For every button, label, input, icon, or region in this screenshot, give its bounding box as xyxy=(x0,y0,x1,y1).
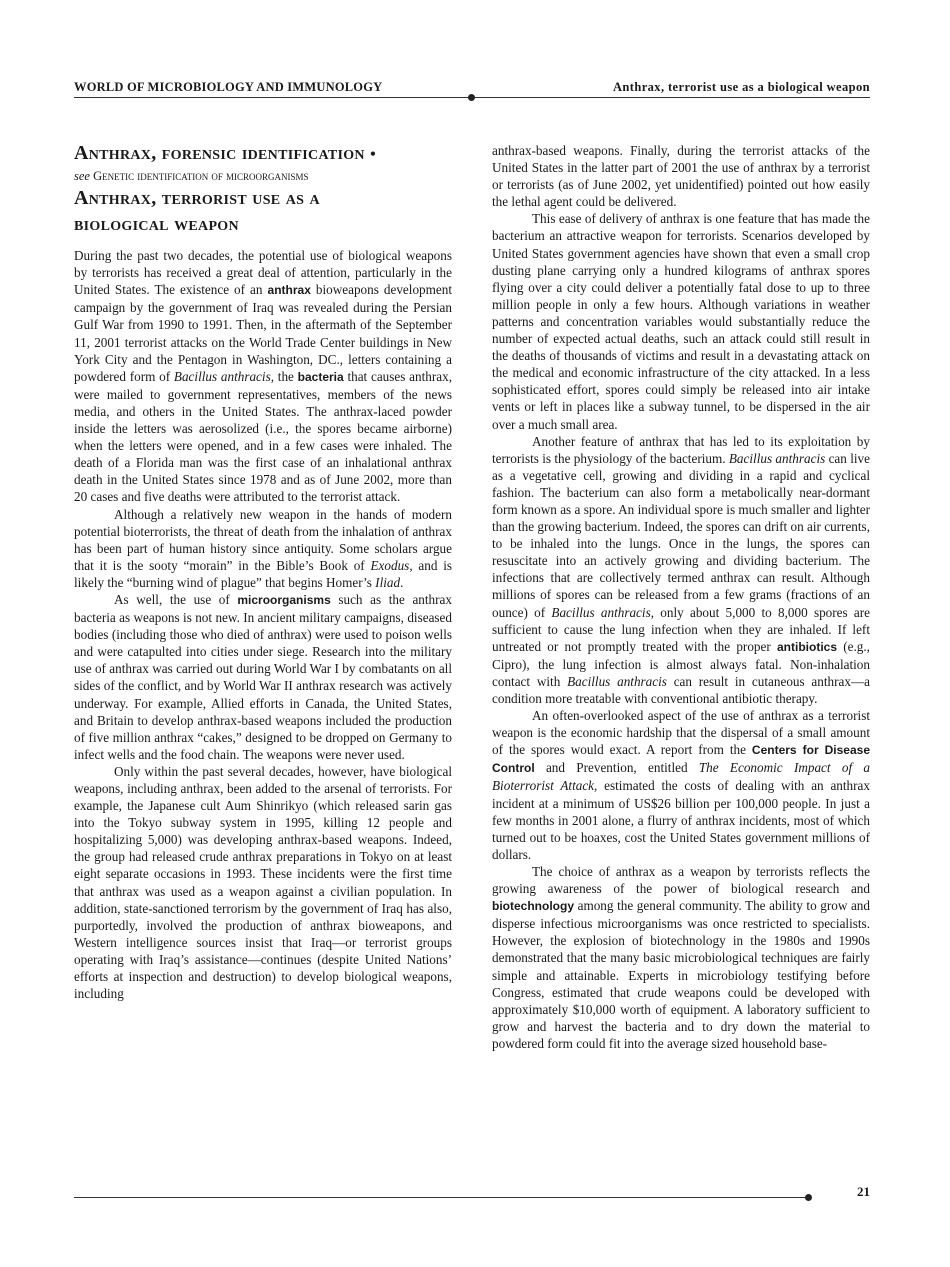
text-run: . xyxy=(400,574,404,590)
italic-term: Bacillus anthracis xyxy=(728,450,826,466)
entry-title-line2: biological weapon xyxy=(74,213,239,236)
paragraph xyxy=(74,506,452,591)
footer-rule xyxy=(74,1197,810,1198)
see-label: see xyxy=(74,169,90,183)
text-run: Although a relatively new weapon in the hands of modern potential bioterrorists, the threat of death from the inhalation of anthrax has been part of human history since antiquity. Some scholars argue that it is the sooty “morain” in the Bible’s Book of xyxy=(74,506,452,573)
paragraph xyxy=(74,591,452,763)
italic-term: The Economic Impact of a Bioterrorist Attack xyxy=(492,760,870,794)
italic-term: Bacillus anthracis xyxy=(551,604,651,620)
text-run: , estimated the costs of dealing with an anthrax incident at a minimum of US$26 billion per 100,000 people. In just a few months in 2001 alone, a flurry of anthrax incidents, most of which turned out to be hoaxes, cost the United States government millions of dollars. xyxy=(492,778,870,862)
text-run: can result in cutaneous anthrax—a condition more treatable with conventional antibiotic therapy. xyxy=(492,673,870,706)
entry-title-text: Anthrax, forensic identification xyxy=(74,142,365,164)
italic-term: Exodus xyxy=(370,557,410,573)
see-also-reference xyxy=(74,168,452,185)
entry-title-terrorist-use xyxy=(74,185,452,237)
paragraph: Only within the past several decades, however, have biological weapons, including anthrax, been added to the arsenal of terrorists. For example, the Japanese cult Aum Shinrikyo (which released sarin gas into the Tokyo subway system in 1995, killing 12 people and hospitalizing 5,000) was developing anthrax-based weapons. Indeed, the group had released crude anthrax preparations in Tokyo on at least eight separate occasions in 1993. These incidents were the first time that anthrax was used as a weapon against a civilian population. In addition, state-sanctioned terrorism by the government of Iraq has also, purportedly, involved the production of anthrax bioweapons, and Western intelligence sources insist that Iraq—or terrorist groups operating with Iraq’s assistance—continues (despite United Nations’ efforts at inspection and destruction) to develop biological weapons, including xyxy=(74,763,452,1002)
keyword-link[interactable]: anthrax xyxy=(267,283,311,298)
text-run: , only about 5,000 to 8,000 spores are sufficient to cause the lung infection when they are inhaled. If left untreated or not promptly treated with the proper xyxy=(492,604,871,654)
header-rule-dot xyxy=(468,94,475,101)
page-number: 21 xyxy=(857,1184,870,1199)
left-column xyxy=(74,140,452,1002)
text-run: Another feature of anthrax that has led to its exploitation by terrorists is the physiology of the bacterium. xyxy=(492,433,870,466)
paragraph xyxy=(492,863,870,1052)
text-run: An often-overlooked aspect of the use of anthrax as a terrorist weapon is the economic hardship that the dispersal of a small amount of the spores would exact. A report from the xyxy=(492,708,870,758)
footer-rule-dot xyxy=(805,1194,812,1201)
text-run: During the past two decades, the potential use of biological weapons by terrorists has received a great deal of attention, particularly in the United States. The existence of an xyxy=(74,248,452,298)
running-header-right: Anthrax, terrorist use as a biological weapon xyxy=(613,80,870,94)
paragraph xyxy=(492,707,870,863)
text-run: that causes anthrax, were mailed to government representatives, members of the news media, and others in the United States. The anthrax-laced powder inside the letters was aerosolized (i.e., the spores became airborne) when the letters were opened, and in a few cases were inhaled. The death of a Florida man was the first case of an inhalational anthrax death in the United States since 1978 and as of June 2002, more than 20 cases and five deaths were attributed to the terrorist attack. xyxy=(74,368,452,505)
entry-separator: • xyxy=(370,146,377,163)
text-run: can live as a vegetative cell, growing and dividing in a rapid and cyclical fashion. The bacterium can also form a metabolically near-dormant form known as a spore. An individual spore is much smaller and lighter than the growing bacterium. Indeed, the spores can drift on air currents, to be inhaled into the lungs. Once in the lungs, the spores can resuscitate into an actively growing and dividing bacterium. The infections that are collectively termed anthrax can result. Although millions of spores can be released from a few grams (fractions of an ounce) of xyxy=(492,450,870,620)
entry-title-forensic xyxy=(74,140,452,168)
running-header-left: WORLD OF MICROBIOLOGY AND IMMUNOLOGY xyxy=(74,80,383,94)
right-column xyxy=(492,142,870,1052)
text-run: , and is likely the “burning wind of plague” that begins Homer’s xyxy=(74,557,452,590)
keyword-link[interactable]: Centers for Disease Control xyxy=(492,743,870,776)
italic-term: Bacillus anthracis xyxy=(567,673,667,689)
paragraph: anthrax-based weapons. Finally, during the terrorist attacks of the United States in the latter part of 2001 the use of anthrax by a terrorist or terrorists (as of June 2002, yet unidentified) pointed out how easily the lethal agent could be delivered. xyxy=(492,143,870,210)
keyword-link[interactable]: antibiotics xyxy=(777,639,838,654)
italic-term: Iliad xyxy=(375,574,401,590)
paragraph xyxy=(74,247,452,505)
italic-term: Bacillus anthracis xyxy=(173,368,271,384)
text-run: , the xyxy=(270,368,298,384)
keyword-link[interactable]: bacteria xyxy=(297,369,344,384)
keyword-link[interactable]: microorganisms xyxy=(237,592,331,607)
text-run: among the general community. The ability to grow and disperse infectious microorganisms was once restricted to specialists. However, the explosion of biotechnology in the 1980s and 1990s demonstrated that the many basic microbiological techniques are fairly simple and attainable. Experts in microbiology testifying before Congress, estimated that crude weapons could be developed with approximately $10,000 worth of equipment. A laboratory sufficient to grow and harvest the bacteria and to dry down the material to powdered form could fit into the average sized household base- xyxy=(492,898,870,1051)
text-run: The choice of anthrax as a weapon by terrorists reflects the growing awareness of the power of biological research and xyxy=(492,863,870,897)
see-target-link[interactable]: Genetic identification of microorganisms xyxy=(93,169,309,183)
text-run: and Prevention, entitled xyxy=(534,760,699,776)
paragraph xyxy=(492,433,870,708)
text-run: (e.g., Cipro), the lung infection is almost always fatal. Non-inhalation contact with xyxy=(492,638,870,689)
paragraph: This ease of delivery of anthrax is one feature that has made the bacterium an attractive weapon for terrorists. Scenarios developed by United States government agencies have shown that even a small crop dusting plane carrying only a hundred kilograms of anthrax spores flying over a city could deliver a potentially fatal dose to up to three million people in only a few hours. Although variations in weather patterns and concentration variables would substantially reduce the number of expected actual deaths, such an attack could still result in the deaths of thousands of victims and result in a devastating attack on the medical and economic infrastructure of the city attacked. In a less sophisticated effort, spores could simply be released into air intake vents or left in places like a subway tunnel, to be dispersed in the air over a much small area. xyxy=(492,211,870,432)
entry-title-line1: Anthrax, terrorist use as a xyxy=(74,187,320,210)
text-run: As well, the use of xyxy=(114,591,238,607)
text-run: such as the anthrax bacteria as weapons is not new. In ancient military campaigns, diseased bodies (including those who died of anthrax) were used to poison wells and were catapulted into cities under siege. Research into the military use of anthrax was carried out during World War I by combatants on all sides of the conflict, and by World War II anthrax research was actively underway. For example, Allied efforts in Canada, the United States, and Britain to develop anthrax-based weapons included the production of five million anthrax “cakes,” designed to be dropped on Germany to infect wells and the food chain. The weapons were never used. xyxy=(74,591,452,762)
text-run: bioweapons development campaign by the government of Iraq was revealed during the Persian Gulf War from 1990 to 1991. Then, in the aftermath of the September 11, 2001 terrorist attacks on the World Trade Center buildings in New York City and the Pentagon in Washington, DC., letters containing a powdered form of xyxy=(74,282,453,384)
keyword-link[interactable]: biotechnology xyxy=(492,899,574,914)
